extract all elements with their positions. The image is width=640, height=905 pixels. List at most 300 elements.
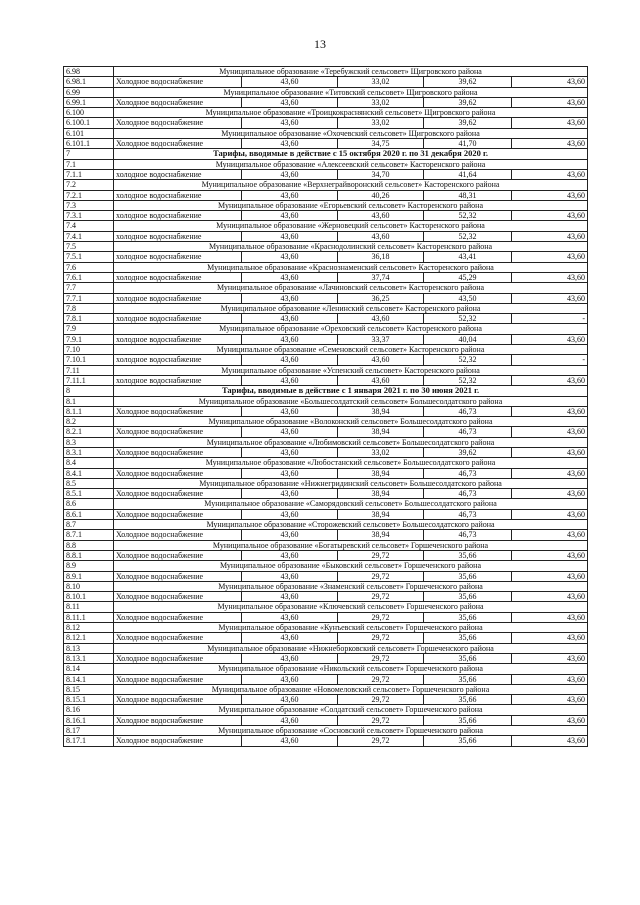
tariff-row xyxy=(64,550,588,560)
row-number: 7.8 xyxy=(64,303,114,313)
tariff-value: 39,62 xyxy=(424,447,512,457)
row-number: 6.101.1 xyxy=(64,139,114,149)
municipality-name: Муниципальное образование «Успенский сельсовет» Касторенского района xyxy=(114,365,588,375)
municipality-row xyxy=(64,437,588,447)
tariff-value: 43,60 xyxy=(242,118,338,128)
municipality-name: Муниципальное образование «Верхнеграйворонский сельсовет» Касторенского района xyxy=(114,180,588,190)
municipality-name: Муниципальное образование «Саморядовский сельсовет» Большесолдатского района xyxy=(114,499,588,509)
tariff-value: 43,60 xyxy=(512,695,588,705)
tariff-row xyxy=(64,509,588,519)
municipality-row xyxy=(64,499,588,509)
municipality-row xyxy=(64,396,588,406)
tariff-row xyxy=(64,375,588,385)
tariff-row xyxy=(64,169,588,179)
tariff-value: 33,37 xyxy=(338,334,424,344)
tariff-value: 43,60 xyxy=(338,211,424,221)
row-number: 7.7 xyxy=(64,283,114,293)
municipality-row xyxy=(64,705,588,715)
tariff-row xyxy=(64,674,588,684)
service-name: холодное водоснабжение xyxy=(114,355,242,365)
tariff-value: 38,94 xyxy=(338,427,424,437)
municipality-row xyxy=(64,561,588,571)
municipality-row xyxy=(64,200,588,210)
service-name: Холодное водоснабжение xyxy=(114,530,242,540)
tariff-value: 43,60 xyxy=(512,674,588,684)
tariff-row xyxy=(64,355,588,365)
tariff-value: 29,72 xyxy=(338,653,424,663)
municipality-row xyxy=(64,345,588,355)
tariff-row xyxy=(64,77,588,87)
tariff-value: 29,72 xyxy=(338,612,424,622)
row-number: 7.3.1 xyxy=(64,211,114,221)
tariff-value: 43,60 xyxy=(512,633,588,643)
service-name: холодное водоснабжение xyxy=(114,375,242,385)
tariff-value: 38,94 xyxy=(338,509,424,519)
tariff-value: 43,60 xyxy=(512,653,588,663)
tariff-value: 43,60 xyxy=(512,715,588,725)
tariff-value: 46,73 xyxy=(424,468,512,478)
tariff-value: 43,60 xyxy=(512,571,588,581)
tariff-value: 43,60 xyxy=(512,468,588,478)
tariff-value: 33,02 xyxy=(338,447,424,457)
municipality-row xyxy=(64,159,588,169)
tariff-value: 43,60 xyxy=(512,427,588,437)
tariff-value: 43,60 xyxy=(242,375,338,385)
service-name: Холодное водоснабжение xyxy=(114,571,242,581)
tariff-value: 43,60 xyxy=(242,314,338,324)
tariff-value: 29,72 xyxy=(338,571,424,581)
municipality-name: Муниципальное образование «Охочевский сельсовет» Щигровского района xyxy=(114,128,588,138)
row-number: 8.6.1 xyxy=(64,509,114,519)
municipality-name: Муниципальное образование «Егорьевский сельсовет» Касторенского района xyxy=(114,200,588,210)
row-number: 8.4.1 xyxy=(64,468,114,478)
tariff-value: 36,18 xyxy=(338,252,424,262)
tariff-value: 43,60 xyxy=(242,468,338,478)
tariff-value: 43,60 xyxy=(242,169,338,179)
tariff-value: 43,60 xyxy=(512,190,588,200)
service-name: Холодное водоснабжение xyxy=(114,447,242,457)
municipality-name: Муниципальное образование «Сторожевский сельсовет» Большесолдатского района xyxy=(114,520,588,530)
tariff-value: 29,72 xyxy=(338,674,424,684)
tariff-value: 39,62 xyxy=(424,118,512,128)
service-name: Холодное водоснабжение xyxy=(114,118,242,128)
tariff-value: 43,60 xyxy=(512,447,588,457)
tariff-value: 43,60 xyxy=(242,252,338,262)
service-name: Холодное водоснабжение xyxy=(114,695,242,705)
service-name: Холодное водоснабжение xyxy=(114,406,242,416)
page-number: 13 xyxy=(314,37,326,51)
tariff-value: 33,02 xyxy=(338,118,424,128)
tariff-value: 38,94 xyxy=(338,489,424,499)
municipality-row xyxy=(64,242,588,252)
municipality-row xyxy=(64,602,588,612)
tariff-value: 43,60 xyxy=(242,674,338,684)
municipality-name: Муниципальное образование «Нижнегридинский сельсовет» Большесолдатского района xyxy=(114,478,588,488)
municipality-row xyxy=(64,664,588,674)
tariff-value: 43,60 xyxy=(242,509,338,519)
tariff-value: 35,66 xyxy=(424,715,512,725)
tariff-value: 29,72 xyxy=(338,633,424,643)
row-number: 8.10 xyxy=(64,581,114,591)
tariff-row xyxy=(64,633,588,643)
municipality-name: Муниципальное образование «Лачиновский сельсовет» Касторенского района xyxy=(114,283,588,293)
municipality-name: Муниципальное образование «Никольский сельсовет» Горшеченского района xyxy=(114,664,588,674)
tariff-value: 52,32 xyxy=(424,375,512,385)
tariff-row xyxy=(64,447,588,457)
municipality-row xyxy=(64,623,588,633)
municipality-row xyxy=(64,324,588,334)
tariff-row xyxy=(64,427,588,437)
tariff-value: 43,60 xyxy=(512,97,588,107)
row-number: 8.16 xyxy=(64,705,114,715)
row-number: 8.13.1 xyxy=(64,653,114,663)
row-number: 8.4 xyxy=(64,458,114,468)
tariff-row xyxy=(64,468,588,478)
row-number: 6.100.1 xyxy=(64,118,114,128)
municipality-name: Муниципальное образование «Ореховский сельсовет» Касторенского района xyxy=(114,324,588,334)
row-number: 7.6 xyxy=(64,262,114,272)
municipality-name: Муниципальное образование «Нижнеборковский сельсовет» Горшеченского района xyxy=(114,643,588,653)
row-number: 8.8 xyxy=(64,540,114,550)
tariff-value: 29,72 xyxy=(338,695,424,705)
tariff-row xyxy=(64,139,588,149)
tariff-value: 33,02 xyxy=(338,97,424,107)
tariff-value: 43,60 xyxy=(242,97,338,107)
row-number: 8.5 xyxy=(64,478,114,488)
municipality-name: Муниципальное образование «Кунъевский сельсовет» Горшеченского района xyxy=(114,623,588,633)
section-header-row xyxy=(64,149,588,159)
tariff-value: 43,60 xyxy=(242,293,338,303)
row-number: 7.4 xyxy=(64,221,114,231)
tariff-value: 43,60 xyxy=(242,592,338,602)
section-title: Тарифы, вводимые в действие с 15 октября 2020 г. по 31 декабря 2020 г. xyxy=(114,149,588,159)
service-name: холодное водоснабжение xyxy=(114,211,242,221)
tariff-value: 39,62 xyxy=(424,97,512,107)
municipality-name: Муниципальное образование «Большесолдатский сельсовет» Большесолдатского района xyxy=(114,396,588,406)
service-name: Холодное водоснабжение xyxy=(114,139,242,149)
tariff-value: 43,60 xyxy=(242,272,338,282)
municipality-name: Муниципальное образование «Краснодолинский сельсовет» Касторенского района xyxy=(114,242,588,252)
municipality-name: Муниципальное образование «Краснознаменский сельсовет» Касторенского района xyxy=(114,262,588,272)
tariff-value: 46,73 xyxy=(424,406,512,416)
service-name: холодное водоснабжение xyxy=(114,314,242,324)
service-name: холодное водоснабжение xyxy=(114,293,242,303)
tariff-table-body xyxy=(64,67,588,747)
municipality-row xyxy=(64,262,588,272)
service-name: Холодное водоснабжение xyxy=(114,653,242,663)
tariff-value: - xyxy=(512,355,588,365)
municipality-name: Муниципальное образование «Солдатский сельсовет» Горшеченского района xyxy=(114,705,588,715)
row-number: 8.9.1 xyxy=(64,571,114,581)
tariff-row xyxy=(64,571,588,581)
tariff-value: 43,60 xyxy=(512,530,588,540)
row-number: 7 xyxy=(64,149,114,159)
tariff-row xyxy=(64,293,588,303)
tariff-row xyxy=(64,736,588,746)
row-number: 7.9.1 xyxy=(64,334,114,344)
tariff-row xyxy=(64,272,588,282)
row-number: 8.2.1 xyxy=(64,427,114,437)
row-number: 6.101 xyxy=(64,128,114,138)
tariff-value: 35,66 xyxy=(424,736,512,746)
tariff-value: 29,72 xyxy=(338,736,424,746)
row-number: 8.8.1 xyxy=(64,550,114,560)
row-number: 7.8.1 xyxy=(64,314,114,324)
tariff-value: 38,94 xyxy=(338,406,424,416)
service-name: холодное водоснабжение xyxy=(114,169,242,179)
tariff-value: 43,60 xyxy=(242,427,338,437)
tariff-table xyxy=(63,66,588,747)
row-number: 7.1 xyxy=(64,159,114,169)
service-name: Холодное водоснабжение xyxy=(114,489,242,499)
tariff-value: 52,32 xyxy=(424,211,512,221)
row-number: 7.7.1 xyxy=(64,293,114,303)
tariff-value: 43,60 xyxy=(512,118,588,128)
municipality-name: Муниципальное образование «Богатыревский сельсовет» Горшеченского района xyxy=(114,540,588,550)
service-name: Холодное водоснабжение xyxy=(114,509,242,519)
row-number: 7.2.1 xyxy=(64,190,114,200)
tariff-value: 34,70 xyxy=(338,169,424,179)
municipality-name: Муниципальное образование «Троицкокраснянский сельсовет» Щигровского района xyxy=(114,108,588,118)
row-number: 7.6.1 xyxy=(64,272,114,282)
tariff-value: 43,60 xyxy=(512,612,588,622)
tariff-value: 35,66 xyxy=(424,653,512,663)
tariff-value: 41,64 xyxy=(424,169,512,179)
municipality-name: Муниципальное образование «Ленинский сельсовет» Касторенского района xyxy=(114,303,588,313)
service-name: холодное водоснабжение xyxy=(114,231,242,241)
tariff-row xyxy=(64,489,588,499)
tariff-value: 40,26 xyxy=(338,190,424,200)
tariff-value: 29,72 xyxy=(338,592,424,602)
tariff-value: 35,66 xyxy=(424,550,512,560)
tariff-value: 43,60 xyxy=(242,334,338,344)
tariff-value: 45,29 xyxy=(424,272,512,282)
municipality-name: Муниципальное образование «Волоконский сельсовет» Большесолдатского района xyxy=(114,417,588,427)
municipality-row xyxy=(64,87,588,97)
tariff-value: 38,94 xyxy=(338,468,424,478)
tariff-value: 43,60 xyxy=(242,653,338,663)
service-name: холодное водоснабжение xyxy=(114,190,242,200)
section-title: Тарифы, вводимые в действие с 1 января 2021 г. по 30 июня 2021 г. xyxy=(114,386,588,396)
service-name: Холодное водоснабжение xyxy=(114,715,242,725)
tariff-value: 43,60 xyxy=(512,77,588,87)
tariff-value: 35,66 xyxy=(424,633,512,643)
row-number: 6.98 xyxy=(64,67,114,77)
row-number: 8.11.1 xyxy=(64,612,114,622)
municipality-name: Муниципальное образование «Новомеловский сельсовет» Горшеченского района xyxy=(114,684,588,694)
tariff-value: 43,60 xyxy=(512,550,588,560)
municipality-name: Муниципальное образование «Знаменский сельсовет» Горшеченского района xyxy=(114,581,588,591)
tariff-value: 43,60 xyxy=(242,571,338,581)
tariff-value: 43,60 xyxy=(242,190,338,200)
tariff-value: 43,60 xyxy=(512,252,588,262)
row-number: 6.99.1 xyxy=(64,97,114,107)
tariff-value: 40,04 xyxy=(424,334,512,344)
row-number: 8.12 xyxy=(64,623,114,633)
row-number: 7.9 xyxy=(64,324,114,334)
municipality-row xyxy=(64,417,588,427)
service-name: Холодное водоснабжение xyxy=(114,592,242,602)
tariff-value: 35,66 xyxy=(424,674,512,684)
tariff-value: 35,66 xyxy=(424,695,512,705)
service-name: холодное водоснабжение xyxy=(114,272,242,282)
row-number: 8.15.1 xyxy=(64,695,114,705)
municipality-row xyxy=(64,581,588,591)
row-number: 8.3.1 xyxy=(64,447,114,457)
tariff-value: 43,60 xyxy=(512,736,588,746)
tariff-value: 43,60 xyxy=(512,211,588,221)
service-name: Холодное водоснабжение xyxy=(114,612,242,622)
row-number: 7.2 xyxy=(64,180,114,190)
service-name: холодное водоснабжение xyxy=(114,334,242,344)
municipality-row xyxy=(64,684,588,694)
tariff-row xyxy=(64,211,588,221)
municipality-name: Муниципальное образование «Жерновецкий сельсовет» Касторенского района xyxy=(114,221,588,231)
tariff-row xyxy=(64,530,588,540)
tariff-value: 43,60 xyxy=(338,355,424,365)
row-number: 7.11 xyxy=(64,365,114,375)
tariff-value: 29,72 xyxy=(338,715,424,725)
tariff-value: 43,60 xyxy=(512,169,588,179)
tariff-value: 43,60 xyxy=(242,550,338,560)
tariff-value: 43,60 xyxy=(242,447,338,457)
tariff-value: 46,73 xyxy=(424,489,512,499)
row-number: 8.7.1 xyxy=(64,530,114,540)
tariff-value: 43,60 xyxy=(512,231,588,241)
tariff-value: 43,60 xyxy=(512,509,588,519)
service-name: Холодное водоснабжение xyxy=(114,468,242,478)
tariff-value: 43,60 xyxy=(242,139,338,149)
tariff-row xyxy=(64,334,588,344)
tariff-value: 43,60 xyxy=(242,77,338,87)
tariff-value: 52,32 xyxy=(424,314,512,324)
municipality-row xyxy=(64,458,588,468)
tariff-row xyxy=(64,653,588,663)
service-name: Холодное водоснабжение xyxy=(114,633,242,643)
tariff-value: 52,32 xyxy=(424,355,512,365)
tariff-value: 46,73 xyxy=(424,509,512,519)
tariff-value: 43,60 xyxy=(512,293,588,303)
row-number: 8.17.1 xyxy=(64,736,114,746)
municipality-row xyxy=(64,540,588,550)
tariff-value: 46,73 xyxy=(424,530,512,540)
tariff-value: 43,60 xyxy=(512,406,588,416)
municipality-name: Муниципальное образование «Теребужский сельсовет» Щигровского района xyxy=(114,67,588,77)
municipality-name: Муниципальное образование «Любостанский сельсовет» Большесолдатского района xyxy=(114,458,588,468)
tariff-value: 37,74 xyxy=(338,272,424,282)
tariff-value: 43,60 xyxy=(242,406,338,416)
tariff-value: 43,60 xyxy=(242,231,338,241)
tariff-value: 48,31 xyxy=(424,190,512,200)
row-number: 6.100 xyxy=(64,108,114,118)
municipality-name: Муниципальное образование «Титовский сельсовет» Щигровского района xyxy=(114,87,588,97)
row-number: 8.11 xyxy=(64,602,114,612)
row-number: 8.7 xyxy=(64,520,114,530)
tariff-value: 38,94 xyxy=(338,530,424,540)
service-name: Холодное водоснабжение xyxy=(114,427,242,437)
tariff-value: 43,60 xyxy=(338,375,424,385)
tariff-value: 43,60 xyxy=(242,633,338,643)
tariff-row xyxy=(64,592,588,602)
tariff-row xyxy=(64,118,588,128)
municipality-row xyxy=(64,365,588,375)
tariff-value: 52,32 xyxy=(424,231,512,241)
municipality-name: Муниципальное образование «Сосновский сельсовет» Горшеченского района xyxy=(114,726,588,736)
row-number: 8.14.1 xyxy=(64,674,114,684)
municipality-row xyxy=(64,520,588,530)
tariff-value: 43,60 xyxy=(512,375,588,385)
municipality-name: Муниципальное образование «Семеновский сельсовет» Касторенского района xyxy=(114,345,588,355)
tariff-row xyxy=(64,231,588,241)
municipality-row xyxy=(64,221,588,231)
row-number: 8.9 xyxy=(64,561,114,571)
row-number: 6.98.1 xyxy=(64,77,114,87)
tariff-value: 43,60 xyxy=(242,695,338,705)
municipality-row xyxy=(64,478,588,488)
service-name: Холодное водоснабжение xyxy=(114,97,242,107)
municipality-row xyxy=(64,643,588,653)
tariff-row xyxy=(64,314,588,324)
row-number: 7.1.1 xyxy=(64,169,114,179)
tariff-value: 46,73 xyxy=(424,427,512,437)
tariff-row xyxy=(64,612,588,622)
tariff-value: 34,75 xyxy=(338,139,424,149)
municipality-row xyxy=(64,128,588,138)
tariff-value: 41,70 xyxy=(424,139,512,149)
tariff-value: 35,66 xyxy=(424,571,512,581)
municipality-row xyxy=(64,726,588,736)
tariff-value: 43,60 xyxy=(338,231,424,241)
row-number: 8.15 xyxy=(64,684,114,694)
row-number: 7.4.1 xyxy=(64,231,114,241)
tariff-row xyxy=(64,97,588,107)
tariff-value: 43,60 xyxy=(242,211,338,221)
municipality-row xyxy=(64,108,588,118)
tariff-value: 43,60 xyxy=(512,334,588,344)
tariff-value: 43,60 xyxy=(512,592,588,602)
row-number: 8.13 xyxy=(64,643,114,653)
tariff-value: 43,50 xyxy=(424,293,512,303)
row-number: 8.16.1 xyxy=(64,715,114,725)
service-name: холодное водоснабжение xyxy=(114,252,242,262)
row-number: 8.10.1 xyxy=(64,592,114,602)
tariff-value: 43,60 xyxy=(242,736,338,746)
tariff-row xyxy=(64,715,588,725)
tariff-value: 43,60 xyxy=(512,139,588,149)
tariff-value: 43,60 xyxy=(242,489,338,499)
tariff-value: 43,60 xyxy=(242,530,338,540)
municipality-row xyxy=(64,180,588,190)
row-number: 8.3 xyxy=(64,437,114,447)
tariff-value: 35,66 xyxy=(424,592,512,602)
municipality-name: Муниципальное образование «Любимовский сельсовет» Большесолдатского района xyxy=(114,437,588,447)
service-name: Холодное водоснабжение xyxy=(114,674,242,684)
tariff-value: 35,66 xyxy=(424,612,512,622)
tariff-row xyxy=(64,406,588,416)
tariff-value: 43,60 xyxy=(242,715,338,725)
tariff-value: 29,72 xyxy=(338,550,424,560)
row-number: 8.5.1 xyxy=(64,489,114,499)
row-number: 8.17 xyxy=(64,726,114,736)
section-header-row xyxy=(64,386,588,396)
row-number: 7.3 xyxy=(64,200,114,210)
row-number: 8.1 xyxy=(64,396,114,406)
service-name: Холодное водоснабжение xyxy=(114,77,242,87)
row-number: 6.99 xyxy=(64,87,114,97)
tariff-value: 36,25 xyxy=(338,293,424,303)
municipality-name: Муниципальное образование «Алексеевский сельсовет» Касторенского района xyxy=(114,159,588,169)
tariff-value: 43,41 xyxy=(424,252,512,262)
